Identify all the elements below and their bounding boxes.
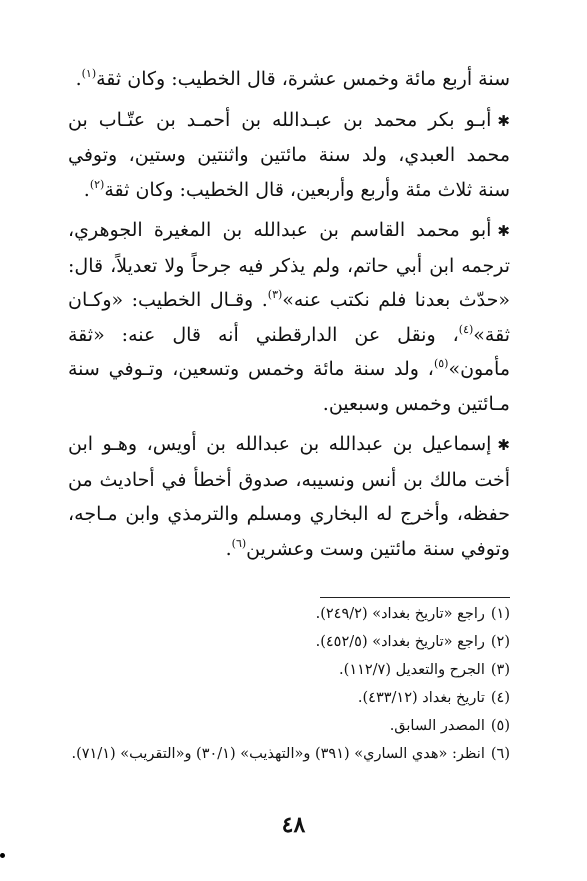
footnotes-list (60, 600, 510, 768)
footnote-item (60, 628, 510, 656)
footnote-number: (٤) (490, 690, 510, 706)
footnote-item (60, 600, 510, 628)
paragraph-4 (68, 427, 510, 566)
star-bullet-icon: ✱ (497, 222, 510, 240)
footnote-text: راجع «تاريخ بغداد» (٤٥٢/٥). (315, 634, 485, 650)
footnote-item (60, 712, 510, 740)
footnote-number: (٣) (490, 662, 510, 678)
paragraph-3 (68, 213, 510, 421)
margin-dot (0, 853, 5, 858)
paragraph-text: إسماعيل بن عبدالله بن عبدالله بن أويس، وهـو ابن أخت مالك بن أنس ونسيبه، صدوق أخطأ في أحاديث من حفظه، وأخرج له البخاري ومسلم والترمذي وابن مـاجه، وتوفي سنة مائتين وست وعشرين (68, 433, 510, 560)
footnote-item (60, 740, 510, 768)
paragraph-tail: ، ولد سنة مائة وخمس وتسعين، وتـوفي سنة مـائتين وخمس وسبعين. (68, 358, 510, 415)
footnote-number: (٥) (490, 718, 510, 734)
paragraph-tail: . (75, 68, 82, 90)
footnote-number: (١) (490, 606, 510, 622)
footnote-ref-1[interactable]: (١) (81, 67, 97, 80)
footnote-ref-3[interactable]: (٣) (267, 288, 283, 301)
footnote-text: الجرح والتعديل (١١٢/٧). (339, 662, 485, 678)
footnote-text: انظر: «هدي الساري» (٣٩١) و«التهذيب» (٣٠/١) و«التقريب» (٧١/١). (71, 746, 485, 762)
footnote-text: تاريخ بغداد (٤٣٣/١٢). (357, 690, 485, 706)
footnote-divider (320, 597, 510, 598)
footnote-number: (٦) (490, 746, 510, 762)
footnote-number: (٢) (490, 634, 510, 650)
footnote-item (60, 656, 510, 684)
footnote-item (60, 684, 510, 712)
page-number: ٤٨ (281, 812, 306, 838)
footnote-text: المصدر السابق. (389, 718, 485, 734)
page-body (68, 62, 510, 566)
paragraph-text: ، ونقل عن الدارقطني أنه قال عنه: «ثقة مأمون» (68, 323, 510, 380)
paragraph-tail: . (83, 178, 90, 201)
paragraph-text: أبو محمد القاسم بن عبدالله بن المغيرة الجوهري، ترجمه ابن أبي حاتم، ولم يذكر فيه جرحاً ولا تعديلاً، قال: «حدّث بعدنا فلم نكتب عنه» (68, 219, 510, 311)
footnote-text: راجع «تاريخ بغداد» (٢٤٩/٢). (315, 606, 485, 622)
paragraph-tail: . (225, 537, 232, 560)
footnote-ref-6[interactable]: (٦) (231, 536, 247, 550)
star-bullet-icon: ✱ (497, 436, 510, 454)
footnote-ref-4[interactable]: (٤) (458, 322, 474, 336)
star-bullet-icon: ✱ (497, 111, 510, 130)
paragraph-2 (68, 103, 510, 208)
paragraph-text: . وقـال الخطيب: «وكـان ثقة» (68, 289, 510, 346)
footnote-ref-2[interactable]: (٢) (89, 177, 105, 191)
paragraph-text: أبـو بكر محمد بن عبـدالله بن أحمـد بن عتّـاب بن محمد العبدي، ولد سنة مائتين واثنتين وستين، وتوفي سنة ثلاث مئة وأربع وأربعين، قال الخطيب: وكان ثقة (68, 108, 510, 201)
footnote-ref-5[interactable]: (٥) (433, 357, 449, 370)
paragraph-1 (68, 62, 510, 97)
paragraph-text: سنة أربع مائة وخمس عشرة، قال الخطيب: وكان ثقة (96, 68, 510, 90)
